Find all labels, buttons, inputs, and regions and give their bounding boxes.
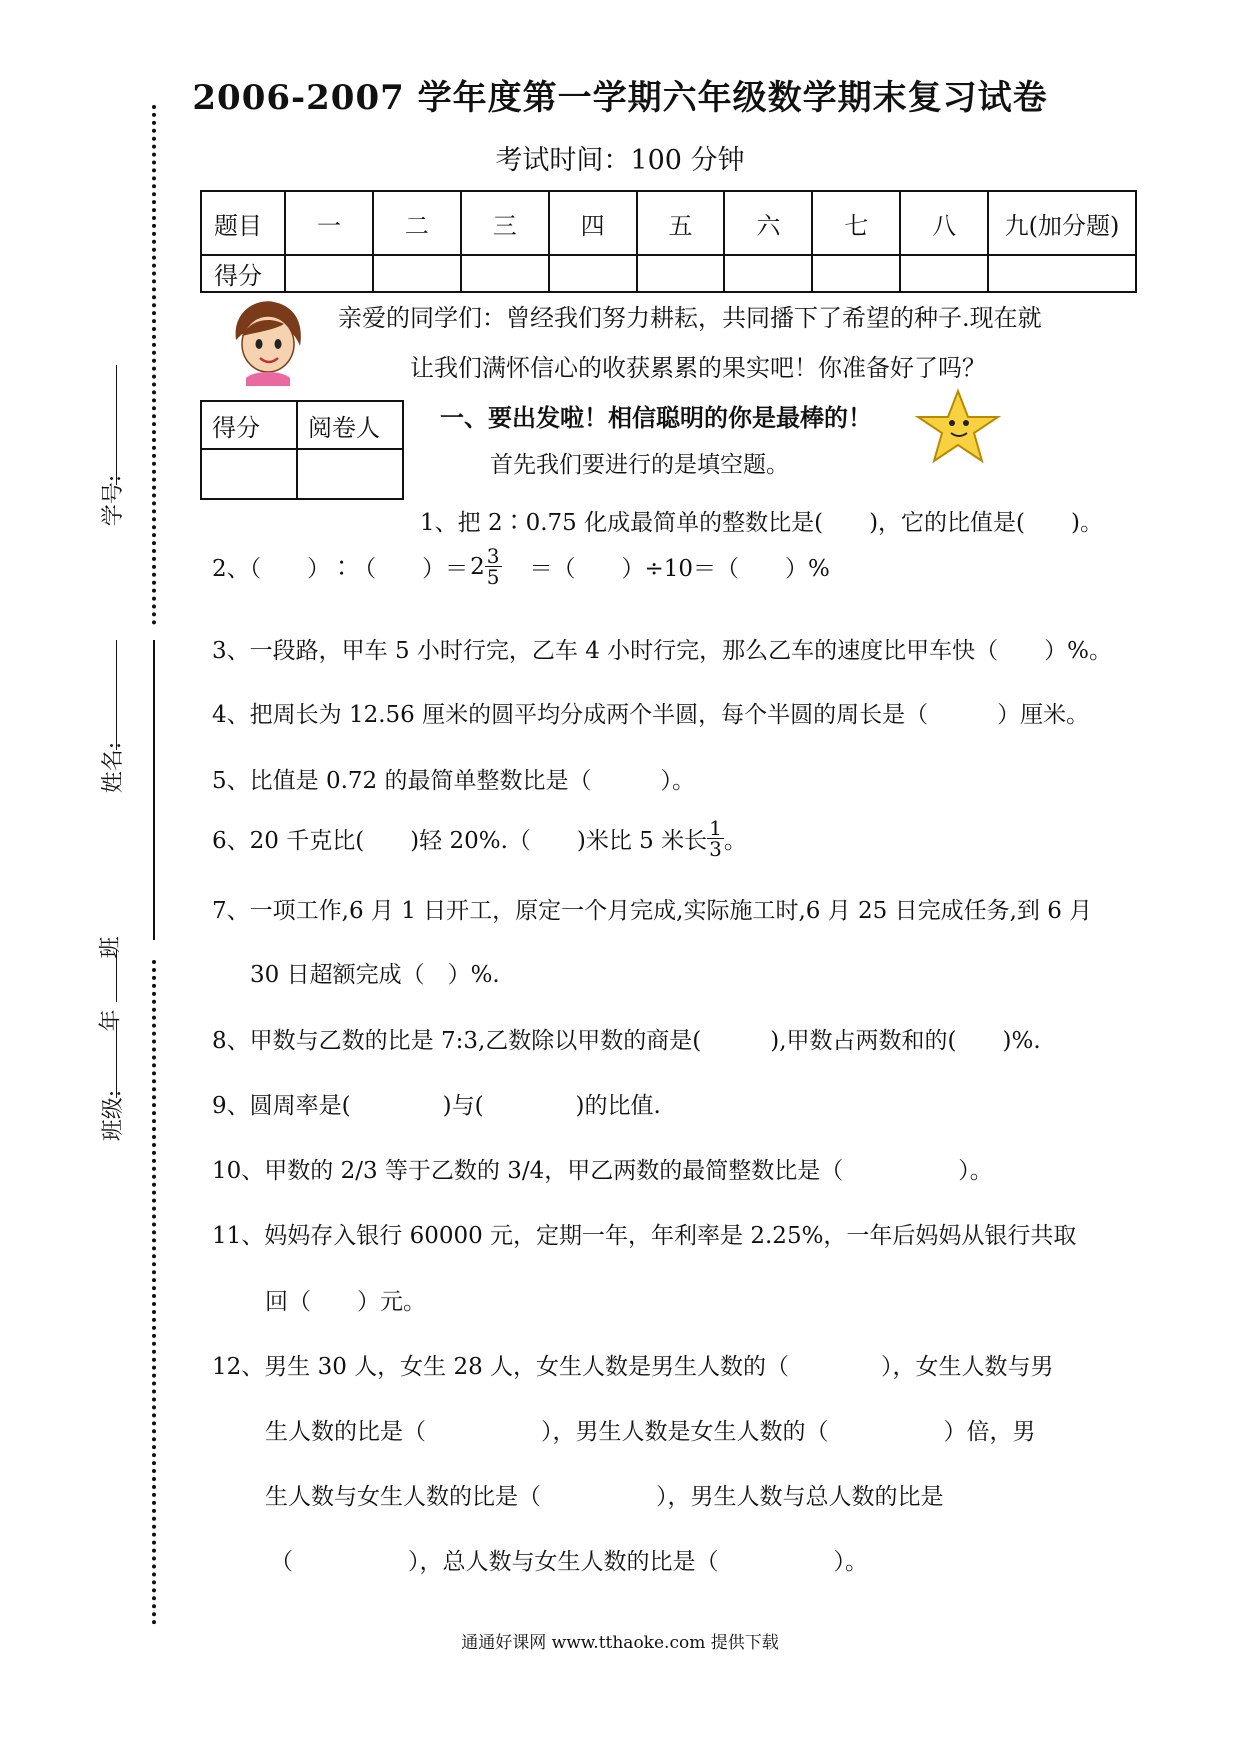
- grader-score-cell[interactable]: [201, 449, 297, 499]
- question-12-line-2: 生人数的比是（ ），男生人数是女生人数的（ ）倍，男: [265, 1419, 1036, 1445]
- question-8: 8、甲数与乙数的比是 7:3,乙数除以甲数的商是( ),甲数占两数和的( )%.: [212, 1028, 1041, 1054]
- student-id-label: 学号:: [101, 474, 127, 527]
- q6-fraction: [707, 818, 724, 859]
- score-cell[interactable]: [373, 255, 461, 292]
- greeting-line-2: 让我们满怀信心的收获累累的果实吧！你准备好了吗？: [410, 354, 986, 382]
- binding-dotted-line-bottom: [152, 960, 156, 1625]
- q6-fraction-denominator: 3: [709, 837, 722, 861]
- q2-fraction-whole: 2: [470, 553, 485, 580]
- score-header-cell: 一: [285, 191, 373, 255]
- binding-dotted-line-top: [152, 105, 156, 625]
- score-cell[interactable]: [461, 255, 549, 292]
- question-7-line-2: 30 日超额完成（ ）%.: [250, 962, 500, 988]
- score-cell[interactable]: [285, 255, 373, 292]
- name-label: 姓名:: [101, 741, 127, 794]
- question-2-part-a: 2、（ ）∶（ ）＝: [212, 556, 469, 582]
- grader-table: [200, 400, 404, 500]
- footer-source: 通通好课网 www.tthaoke.com 提供下载: [461, 1633, 779, 1653]
- score-cell[interactable]: [988, 255, 1136, 292]
- question-2: [212, 546, 830, 587]
- score-header-cell: 六: [724, 191, 812, 255]
- score-header-cell: 五: [637, 191, 725, 255]
- grader-score-label: 得分: [201, 401, 297, 449]
- question-2-part-b: ＝（ ）÷10＝（ ）%: [529, 556, 830, 582]
- exam-duration: 考试时间：100 分钟: [495, 145, 745, 176]
- score-cell[interactable]: [549, 255, 637, 292]
- binding-line-mid: [153, 640, 155, 940]
- score-table: [200, 190, 1137, 293]
- class-label: 班级:: [101, 1089, 127, 1142]
- question-5: 5、比值是 0.72 的最简单整数比是（ ）。: [212, 768, 695, 794]
- student-id-blank: [116, 365, 117, 485]
- question-6: [212, 818, 747, 859]
- score-cell[interactable]: [812, 255, 900, 292]
- question-12-line-1: 12、男生 30 人，女生 28 人，女生人数是男生人数的（ ），女生人数与男: [212, 1354, 1054, 1380]
- score-cell[interactable]: [637, 255, 725, 292]
- grader-reviewer-label: 阅卷人: [297, 401, 403, 449]
- q2-fraction-numerator: 3: [486, 544, 500, 568]
- question-7-line-1: 7、一项工作,6 月 1 日开工，原定一个月完成,实际施工时,6 月 25 日完成任务,到 6 月: [212, 898, 1093, 924]
- question-12-line-3: 生人数与女生人数的比是（ ），男生人数与总人数的比是: [265, 1484, 944, 1510]
- greeting-line-1: 亲爱的同学们：曾经我们努力耕耘，共同播下了希望的种子.现在就: [338, 304, 1042, 332]
- score-cell[interactable]: [900, 255, 988, 292]
- section-1-heading: 一、要出发啦！相信聪明的你是最棒的！: [440, 403, 872, 432]
- question-11-line-2: 回（ ）元。: [265, 1289, 426, 1315]
- girl-cartoon-image: [228, 296, 308, 386]
- exam-title: 2006-2007 学年度第一学期六年级数学期末复习试卷: [192, 78, 1048, 118]
- question-1: 1、把 2∶0.75 化成最简单的整数比是( )，它的比值是( )。: [420, 510, 1103, 536]
- score-row-label: 得分: [201, 255, 285, 292]
- question-4: 4、把周长为 12.56 厘米的圆平均分成两个半圆，每个半圆的周长是（ ）厘米。: [212, 702, 1090, 728]
- score-header-cell: 二: [373, 191, 461, 255]
- question-12-line-4: （ ），总人数与女生人数的比是（ ）。: [270, 1549, 868, 1575]
- class-suffix: 班: [98, 936, 124, 959]
- question-6-part-a: 6、20 千克比( )轻 20%.（ )米比 5 米长: [212, 828, 708, 854]
- name-blank: [116, 640, 117, 750]
- score-header-cell: 九(加分题): [988, 191, 1136, 255]
- section-1-intro: 首先我们要进行的是填空题。: [490, 452, 789, 478]
- score-header-cell: 八: [900, 191, 988, 255]
- q2-fraction: [485, 546, 502, 587]
- grader-reviewer-cell[interactable]: [297, 449, 403, 499]
- score-header-cell: 七: [812, 191, 900, 255]
- question-11-line-1: 11、妈妈存入银行 60000 元，定期一年，年利率是 2.25%，一年后妈妈从银行共取: [212, 1223, 1077, 1249]
- grade-label: 年: [98, 1009, 124, 1032]
- question-3: 3、一段路，甲车 5 小时行完，乙车 4 小时行完，那么乙车的速度比甲车快（ ）%。: [212, 638, 1112, 664]
- question-6-part-b: 。: [723, 828, 747, 854]
- score-header-cell: 题目: [201, 191, 285, 255]
- score-cell[interactable]: [724, 255, 812, 292]
- score-header-cell: 三: [461, 191, 549, 255]
- q2-fraction-denominator: 5: [486, 565, 500, 589]
- question-10: 10、甲数的 2/3 等于乙数的 3/4，甲乙两数的最简整数比是（ ）。: [212, 1158, 993, 1184]
- question-9: 9、圆周率是( )与( )的比值.: [212, 1093, 661, 1119]
- q6-fraction-numerator: 1: [709, 816, 722, 840]
- class-blank: [116, 1020, 117, 1098]
- star-cartoon-image: [912, 387, 1004, 467]
- score-header-cell: 四: [549, 191, 637, 255]
